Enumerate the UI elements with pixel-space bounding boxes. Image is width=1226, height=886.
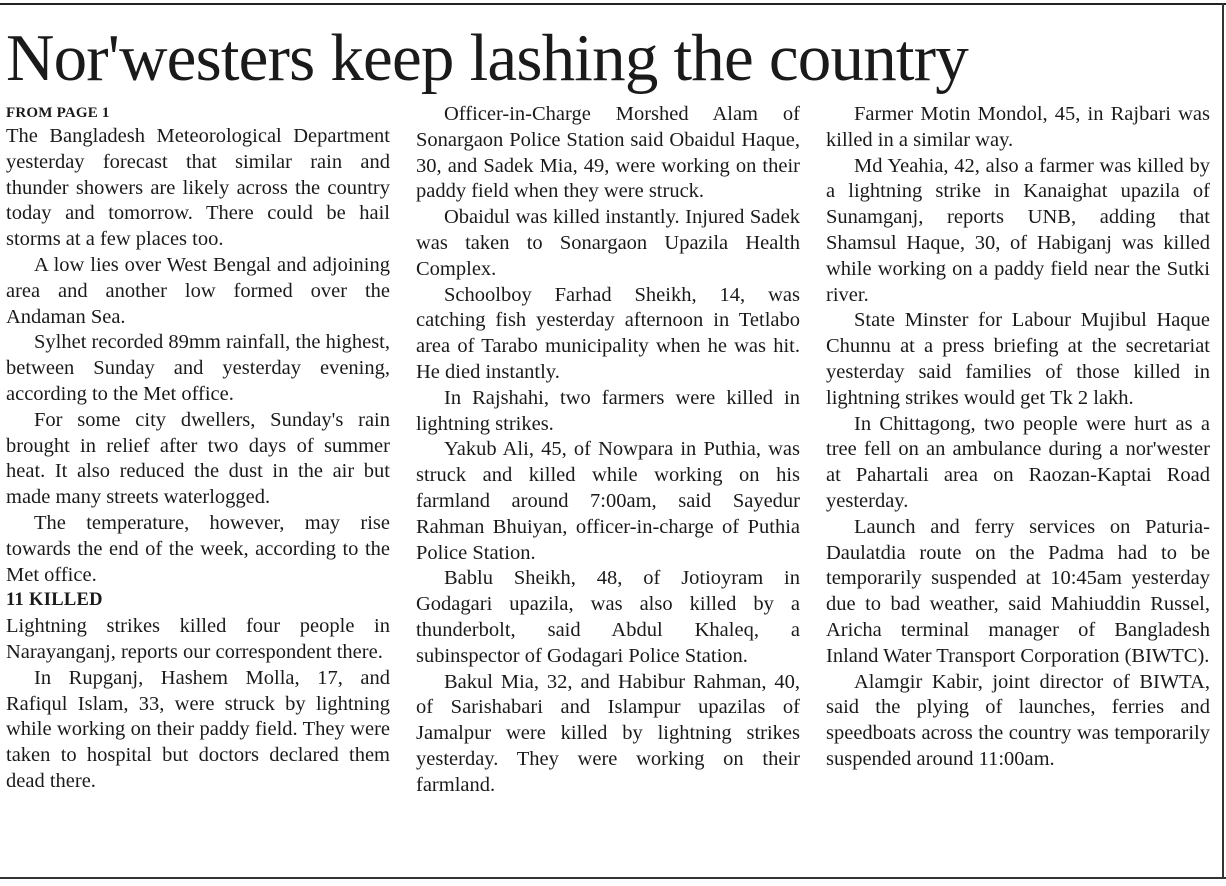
paragraph: Obaidul was killed instantly. Injured Sadek was taken to Sonargaon Upazila Health Complex. (416, 206, 800, 280)
paragraph: Bakul Mia, 32, and Habibur Rahman, 40, of Sarishabari and Islampur upazilas of Jamalpur were killed by lightning strikes yesterday. They were working on their farmland. (416, 670, 800, 796)
subhead: 11 KILLED (6, 590, 103, 611)
paragraph: Farmer Motin Mondol, 45, in Rajbari was killed in a similar way. (826, 103, 1210, 151)
column-3 (826, 102, 1210, 773)
paragraph: State Minster for Labour Mujibul Haque Chunnu at a press briefing at the secretariat yesterday said families of those killed in lightning strikes would get Tk 2 lakh. (826, 309, 1210, 409)
paragraph: Schoolboy Farhad Sheikh, 14, was catching fish yesterday afternoon in Tetlabo area of Tarabo municipality when he was hit. He died instantly. (416, 283, 800, 383)
paragraph: Sylhet recorded 89mm rainfall, the highest, between Sunday and yesterday evening, according to the Met office. (6, 331, 390, 405)
paragraph: Yakub Ali, 45, of Nowpara in Puthia, was struck and killed while working on his farmland around 7:00am, said Sayedur Rahman Bhuiyan, officer-in-charge of Puthia Police Station. (416, 438, 800, 564)
paragraph: The temperature, however, may rise towards the end of the week, according to the Met office. (6, 511, 390, 586)
top-rule (0, 3, 1226, 5)
paragraph: Alamgir Kabir, joint director of BIWTA, said the plying of launches, ferries and speedboats across the country was temporarily suspended around 11:00am. (826, 670, 1210, 770)
paragraph: Officer-in-Charge Morshed Alam of Sonargaon Police Station said Obaidul Haque, 30, and Sadek Mia, 49, were working on their paddy field when they were struck. (416, 103, 800, 203)
headline: Nor'westers keep lashing the country (6, 21, 968, 95)
paragraph: In Rupganj, Hashem Molla, 17, and Rafiqul Islam, 33, were struck by lightning while working on their paddy field. They were taken to hospital but doctors declared them dead there. (6, 666, 390, 792)
column-2 (416, 102, 800, 799)
column-1 (6, 102, 390, 795)
paragraph: In Chittagong, two people were hurt as a tree fell on an ambulance during a nor'wester at Pahartali area on Raozan-Kaptai Road yesterday. (826, 412, 1210, 512)
paragraph: Bablu Sheikh, 48, of Jotioyram in Godagari upazila, was also killed by a thunderbolt, said Abdul Khaleq, a subinspector of Godagari Police Station. (416, 567, 800, 667)
paragraph: In Rajshahi, two farmers were killed in lightning strikes. (416, 386, 800, 435)
paragraph: For some city dwellers, Sunday's rain brought in relief after two days of summer heat. It also reduced the dust in the air but made many streets waterlogged. (6, 408, 390, 509)
paragraph: Launch and ferry services on Paturia-Daulatdia route on the Padma had to be temporarily suspended at 10:45am yesterday due to bad weather, said Mahiuddin Russel, Aricha terminal manager of Bangladesh Inland Water Transport Corporation (BIWTC). (826, 515, 1210, 667)
kicker: FROM PAGE 1 (6, 105, 110, 121)
paragraph: The Bangladesh Meteorological Department yesterday forecast that similar rain and thunder showers are likely across the country today and tomorrow. There could be hail storms at a few places too. (6, 125, 390, 251)
paragraph: Lightning strikes killed four people in Narayanganj, reports our correspondent there. (6, 615, 390, 663)
paragraph: A low lies over West Bengal and adjoining area and another low formed over the Andaman Sea. (6, 253, 390, 328)
bottom-rule (0, 877, 1226, 879)
paragraph: Md Yeahia, 42, also a farmer was killed by a lightning strike in Kanaighat upazila of Sunamganj, reports UNB, adding that Shamsul Haque, 30, of Habiganj was killed while working on a paddy field near the Sutki river. (826, 154, 1210, 306)
right-rule (1222, 3, 1224, 879)
